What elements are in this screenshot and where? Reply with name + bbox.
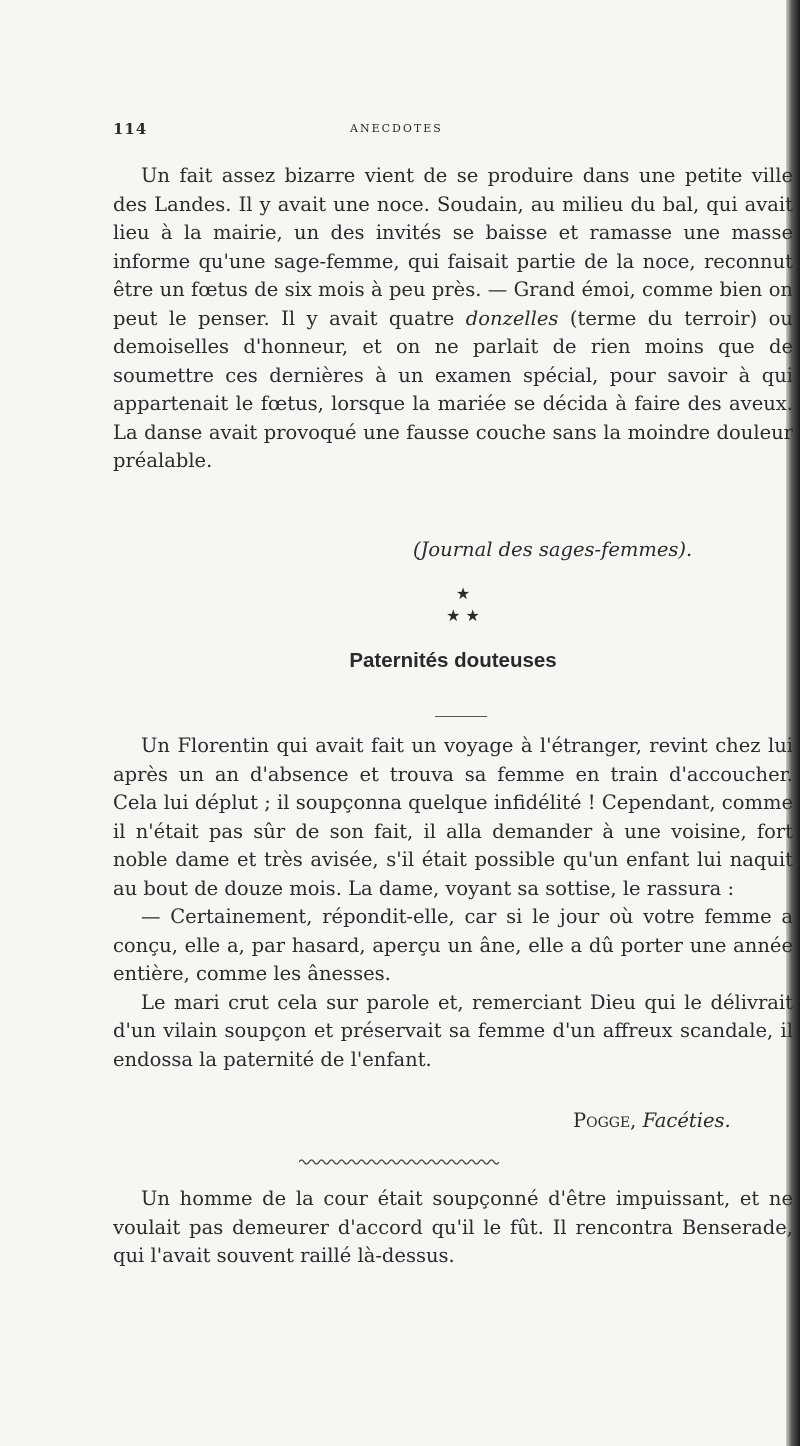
- title-rule: [435, 716, 487, 717]
- anecdote-1-text: Un fait assez bizarre vient de se produire dans une petite ville des Landes. Il y avait une noce. Soudain, au milieu du bal, qui avait lieu à la mairie, un des invités se baisse et ramasse une masse informe qu'une sage-femme, qui faisait partie de la noce, reconnut être un fœtus de six mois à peu près. — Grand émoi, comme bien on peut le penser. Il y avait quatre: [113, 164, 793, 330]
- anecdote-2-paragraph-1: Un Florentin qui avait fait un voyage à l'étranger, revint chez lui après un an d'absence et trouva sa femme en train d'accoucher. Cela lui déplut ; il soupçonna quelque infidélité ! Cependant, comme il n'était pas sûr de son fait, il alla demander à une voisine, fort noble dame et très avisée, s'il était possible qu'un enfant lui naquit au bout de douze mois. La dame, voyant sa sottise, le rassura :: [113, 734, 793, 900]
- star-top: ★: [455, 584, 471, 603]
- source-author: Pogge,: [573, 1109, 637, 1132]
- section-title: Paternités douteuses: [349, 649, 557, 672]
- wavy-separator: [299, 1157, 499, 1167]
- anecdote-2-body: [113, 732, 793, 1074]
- stars-bottom: ★ ★: [446, 606, 480, 625]
- anecdote-2-paragraph-3: Le mari crut cela sur parole et, remerciant Dieu qui le délivrait d'un vilain soupçon et préservait sa femme d'un affreux scandale, il endossa la paternité de l'enfant.: [113, 990, 793, 1071]
- anecdote-1-source: (Journal des sages-femmes).: [413, 538, 693, 561]
- anecdote-1-text-after: (terme du terroir) ou demoiselles d'honneur, et on ne parlait de rien moins que de soumettre ces dernières à un examen spécial, pour savoir à qui appartenait le fœtus, lorsque la mariée se décida à faire des aveux. La danse avait provoqué une fausse couche sans la moindre douleur préalable.: [113, 306, 793, 472]
- anecdote-3-paragraph: Un homme de la cour était soupçonné d'être impuissant, et ne voulait pas demeurer d'accord qu'il le fût. Il rencontra Benserade, qui l'avait souvent raillé là-dessus.: [113, 1187, 793, 1267]
- source-work: Facéties.: [642, 1109, 731, 1132]
- running-title: ANECDOTES: [350, 122, 443, 135]
- page-header: [113, 120, 793, 140]
- anecdote-1-paragraph: [113, 162, 793, 476]
- anecdote-2-source: [573, 1109, 731, 1132]
- anecdote-1-italic-word: donzelles: [465, 306, 559, 330]
- anecdote-2-paragraph-2: — Certainement, répondit-elle, car si le jour où votre femme a conçu, elle a, par hasard, aperçu un âne, elle a dû porter une année entière, comme les ânesses.: [113, 905, 793, 985]
- star-separator: [433, 583, 493, 627]
- page-number: 114: [113, 120, 148, 138]
